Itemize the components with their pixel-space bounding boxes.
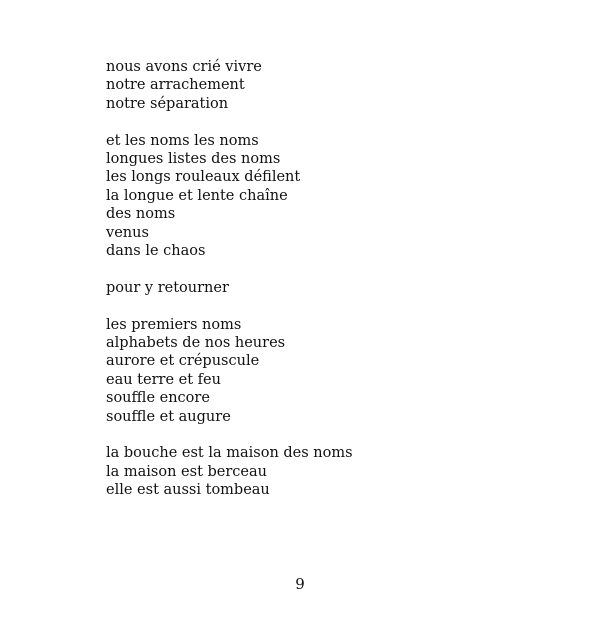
poem-line: pour y retourner [106,279,229,296]
poem-line: souffle encore [106,390,210,407]
poem-line: notre arrachement [106,77,245,94]
poem-line: des noms [106,206,176,223]
poem-line: venus [106,224,149,241]
poem-line: dans le chaos [106,243,206,260]
poem-line: souffle et augure [106,408,231,425]
poem-line: longues listes des noms [106,151,281,168]
stanza [106,132,546,261]
poem-line: les premiers noms [106,316,242,333]
poem-line: la maison est berceau [106,463,267,480]
poem-line: la bouche est la maison des noms [106,445,353,462]
poem-line: nous avons crié vivre [106,59,262,75]
poem-line: et les noms les noms [106,132,259,149]
stanza [106,444,546,499]
poem-body [106,58,546,518]
poem-line: aurore et crépuscule [106,353,260,370]
page-number: 9 [295,575,305,593]
poem-line: notre séparation [106,95,229,112]
poem-line: alphabets de nos heures [106,335,286,352]
poem-line: la longue et lente chaîne [106,187,288,204]
stanza [106,279,546,297]
stanza [106,58,546,113]
poem-line: elle est aussi tombeau [106,482,270,499]
stanza [106,316,546,426]
poem-line: eau terre et feu [106,371,221,388]
poem-line: les longs rouleaux défilent [106,169,301,186]
